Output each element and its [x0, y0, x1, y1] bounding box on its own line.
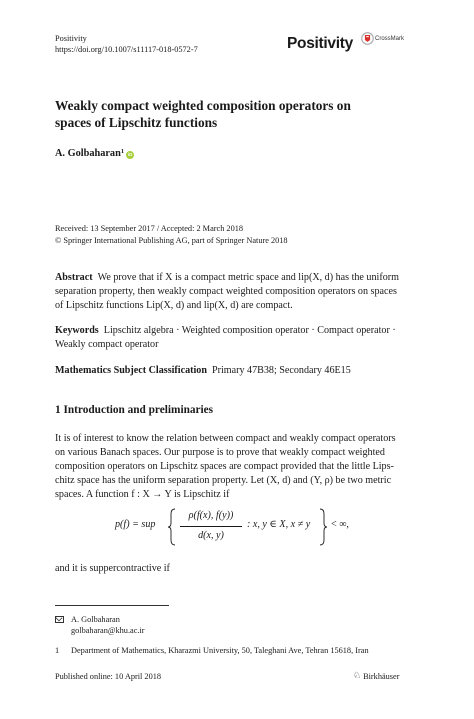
affiliation-footnote: Department of Mathematics, Kharazmi University, 50, Taleghani Ave, Tehran 15618, Iran	[71, 646, 369, 655]
publisher-logo-icon: ♘	[353, 671, 362, 681]
author-affiliation-mark: 1	[120, 148, 125, 155]
formula-numerator: ρ(f(x), f(y))	[188, 510, 234, 521]
journal-brand: Positivity	[287, 35, 353, 52]
copyright-notice: © Springer International Publishing AG, part of Springer Nature 2018	[55, 236, 288, 245]
received-dates: Received: 13 September 2017 / Accepted: 2 March 2018	[55, 224, 244, 233]
crossmark-icon	[361, 32, 374, 45]
keywords	[55, 324, 420, 352]
formula-rhs: < ∞,	[331, 519, 349, 530]
msc-codes: Primary 47B38; Secondary 46E15	[212, 365, 351, 376]
lipschitz-formula	[115, 507, 415, 547]
corr-author-name: A. Golbaharan	[71, 615, 120, 624]
intro-line-1: It is of interest to know the relation between compact and weakly compact operators	[55, 433, 396, 444]
abstract-line-3: of Lipschitz functions Lip(X, d) and lip(X, d) are compact.	[55, 300, 293, 311]
intro-line-3: composition operators on Lipschitz spaces are compact provided that the little Lips-	[55, 461, 394, 472]
crossmark-label: CrossMark	[375, 35, 405, 42]
publisher-mark	[353, 671, 399, 682]
footnote-divider	[55, 605, 169, 606]
footnote-number: 1	[55, 646, 60, 655]
fraction-bar	[180, 526, 242, 527]
keywords-line-2: Weakly compact operator	[55, 339, 159, 350]
intro-line-2: on various Banach spaces. Our purpose is to prove that weakly compact weighted	[55, 447, 385, 458]
abstract-line-2: separation property, then weakly compact weighted composition operators on spaces	[55, 286, 397, 297]
intro-paragraph	[55, 432, 420, 502]
crossmark-badge[interactable]	[361, 32, 404, 45]
intro-continuation: and it is suppercontractive if	[55, 563, 170, 574]
author-line	[55, 148, 134, 159]
keywords-label: Keywords	[55, 325, 99, 336]
subject-classification	[55, 364, 420, 378]
corr-author-email[interactable]: golbaharan@khu.ac.ir	[71, 626, 145, 635]
formula-denominator: d(x, y)	[198, 530, 224, 541]
envelope-icon	[55, 616, 64, 623]
corresponding-author	[55, 614, 145, 636]
title-line-2: spaces of Lipschitz functions	[55, 114, 218, 130]
intro-line-5: spaces. A function f : X → Y is Lipschitz if	[55, 489, 230, 500]
keywords-line-1: Lipschitz algebra · Weighted composition operator · Compact operator ·	[103, 325, 396, 336]
formula-condition: : x, y ∈ X, x ≠ y	[247, 519, 311, 530]
intro-line-4: chitz space has the uniform separation property. Let (X, d) and (Y, ρ) be two metric	[55, 475, 392, 486]
author-name[interactable]: A. Golbaharan	[55, 148, 121, 159]
doi-link[interactable]: https://doi.org/10.1007/s11117-018-0572-7	[55, 45, 198, 54]
journal-name: Positivity	[55, 34, 87, 43]
title-line-1: Weakly compact weighted composition operators on	[55, 98, 351, 113]
article-title	[55, 98, 395, 131]
left-brace-icon	[167, 507, 177, 547]
msc-label: Mathematics Subject Classification	[55, 365, 207, 376]
abstract	[55, 271, 420, 313]
orcid-icon[interactable]: iD	[127, 152, 133, 157]
published-date: Published online: 10 April 2018	[55, 672, 162, 681]
abstract-line-1: We prove that if X is a compact metric space and lip(X, d) has the uniform	[97, 272, 399, 283]
section-heading: 1 Introduction and preliminaries	[55, 404, 214, 416]
formula-lhs: p(f) = sup	[115, 519, 156, 530]
publisher-name: Birkhäuser	[363, 672, 400, 681]
abstract-label: Abstract	[55, 272, 93, 283]
right-brace-icon	[318, 507, 328, 547]
